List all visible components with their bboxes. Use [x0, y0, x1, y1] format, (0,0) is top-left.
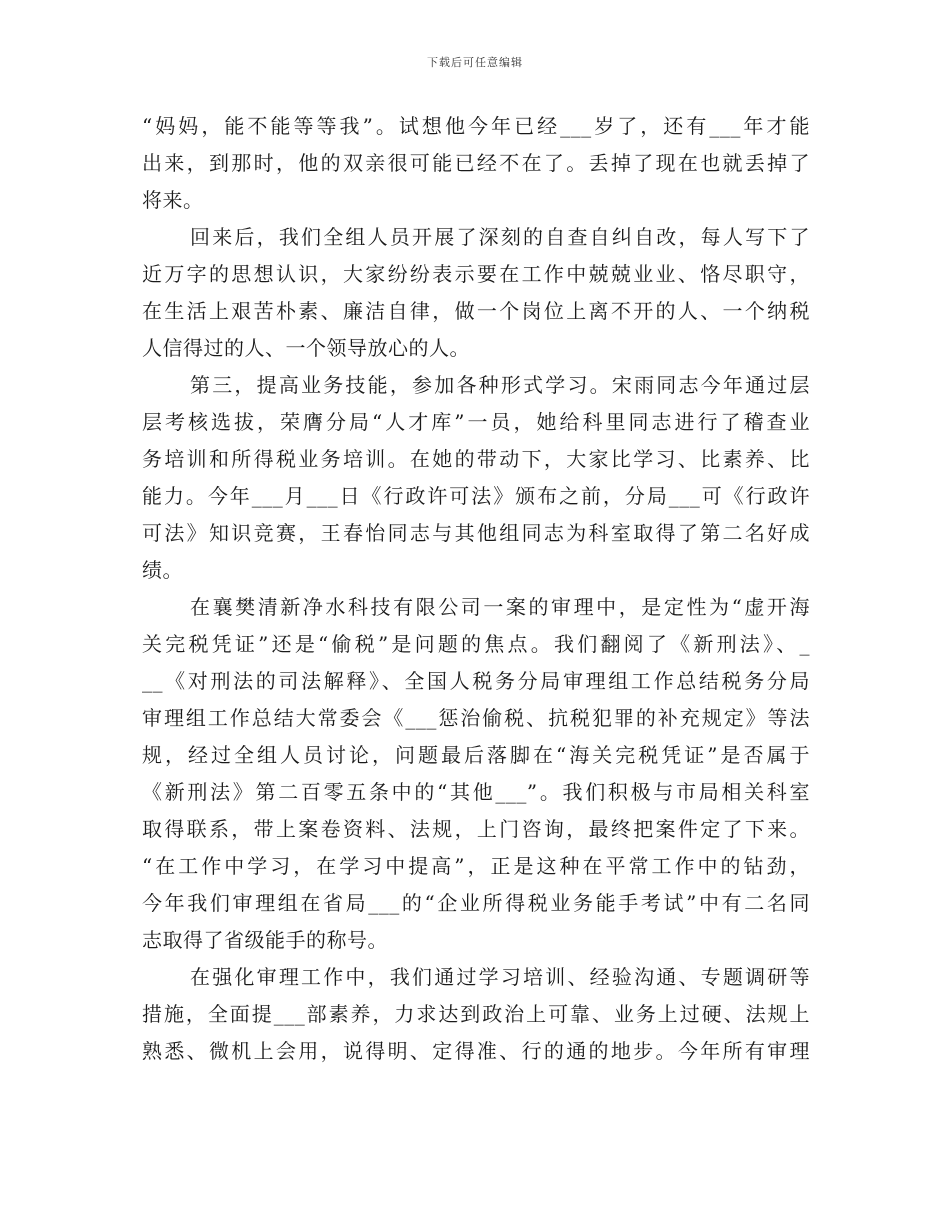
text-line: 可法》知识竞赛，王春怡同志与其他组同志为科室取得了第二名好成: [142, 521, 810, 545]
page-header: 下载后可任意编辑: [427, 56, 523, 69]
text-line: “妈妈，能不能等等我”。试想他今年已经___岁了，还有___年才能: [142, 114, 810, 138]
text-line: 出来，到那时，他的双亲很可能已经不在了。丢掉了现在也就丢掉了: [142, 151, 810, 175]
text-line: 措施，全面提___部素养，力求达到政治上可靠、业务上过硬、法规上: [142, 1002, 810, 1026]
text-line: 能力。今年___月___日《行政许可法》颁布之前，分局___可《行政许: [142, 484, 810, 508]
text-line: 务培训和所得税业务培训。在她的带动下，大家比学习、比素养、比: [142, 447, 810, 471]
text-line: 绩。: [142, 558, 183, 582]
text-line: 在强化审理工作中，我们通过学习培训、经验沟通、专题调研等: [190, 965, 810, 989]
text-line: 关完税凭证”还是“偷税”是问题的焦点。我们翻阅了《新刑法》、_: [142, 632, 810, 656]
text-line: 第三，提高业务技能，参加各种形式学习。宋雨同志今年通过层: [190, 373, 810, 397]
text-line: 在生活上艰苦朴素、廉洁自律，做一个岗位上离不开的人、一个纳税: [142, 299, 810, 323]
text-line: 取得联系，带上案卷资料、法规，上门咨询，最终把案件定了下来。: [142, 817, 810, 841]
text-line: 熟悉、微机上会用，说得明、定得准、行的通的地步。今年所有审理: [142, 1039, 810, 1063]
text-line: 人信得过的人、一个领导放心的人。: [142, 336, 470, 360]
text-line: __《对刑法的司法解释》、全国人税务分局审理组工作总结税务分局: [142, 669, 810, 693]
text-line: 层考核选拔，荣膺分局“人才库”一员，她给科里同志进行了稽查业: [142, 410, 810, 434]
text-line: 在襄樊清新净水科技有限公司一案的审理中，是定性为“虚开海: [190, 595, 810, 619]
text-line: 志取得了省级能手的称号。: [142, 928, 388, 952]
text-line: 近万字的思想认识，大家纷纷表示要在工作中兢兢业业、恪尽职守，: [142, 262, 810, 286]
text-line: 《新刑法》第二百零五条中的“其他___”。我们积极与市局相关科室: [142, 780, 810, 804]
text-line: “在工作中学习，在学习中提高”，正是这种在平常工作中的钻劲，: [142, 854, 810, 878]
document-body: [142, 108, 810, 1070]
text-line: 规，经过全组人员讨论，问题最后落脚在“海关完税凭证”是否属于: [142, 743, 810, 767]
text-line: 回来后，我们全组人员开展了深刻的自查自纠自改，每人写下了: [190, 225, 810, 249]
text-line: 将来。: [142, 188, 204, 212]
text-line: 今年我们审理组在省局___的“企业所得税业务能手考试”中有二名同: [142, 891, 810, 915]
text-line: 审理组工作总结大常委会《___惩治偷税、抗税犯罪的补充规定》等法: [142, 706, 810, 730]
